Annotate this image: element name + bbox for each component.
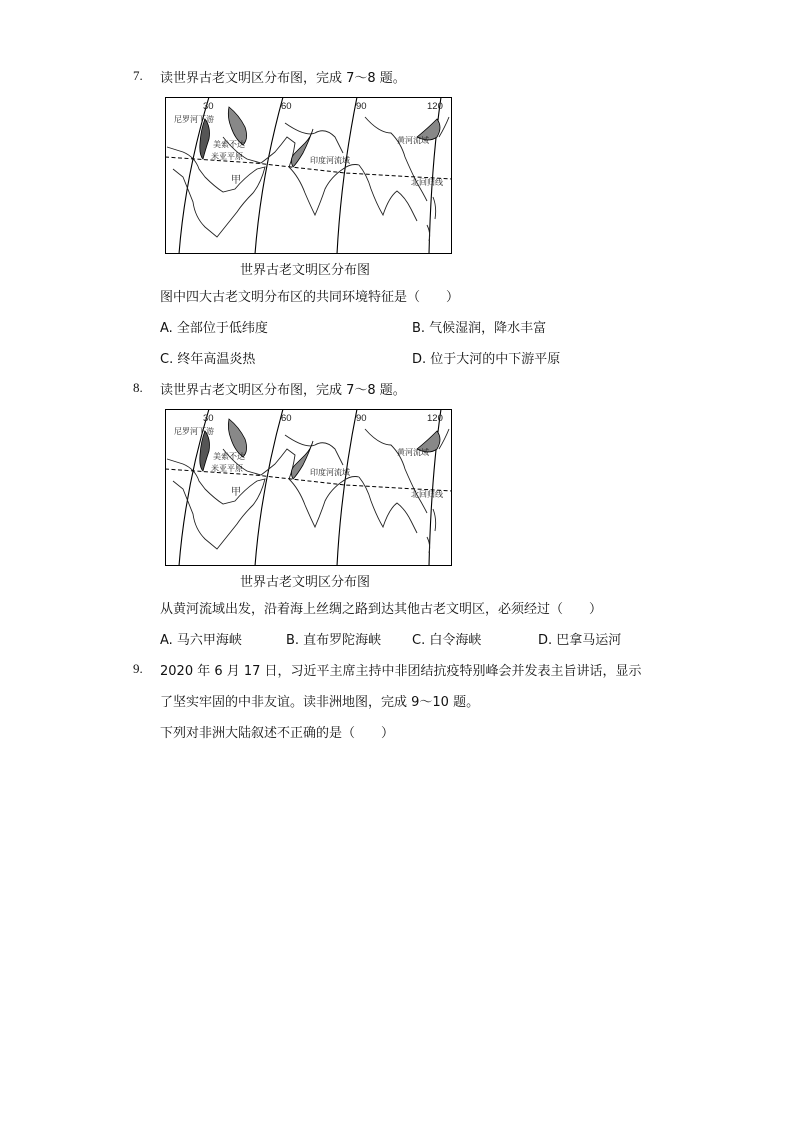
- civilization-map: [165, 97, 452, 254]
- longitude-label: 120: [427, 101, 443, 112]
- region-label-mesopotamia: 美索不达: [213, 140, 245, 149]
- longitude-label: 60: [281, 101, 292, 112]
- map-caption: 世界古老文明区分布图: [240, 575, 371, 590]
- civilization-map: [165, 409, 452, 566]
- longitude-label: 30: [203, 413, 214, 424]
- map-caption: 世界古老文明区分布图: [240, 263, 371, 278]
- question-number: 8.: [133, 380, 143, 395]
- longitude-label: 30: [203, 101, 214, 112]
- option-d[interactable]: D. 巴拿马运河: [538, 633, 622, 648]
- region-label-mesopotamia: 米亚平原: [211, 152, 243, 161]
- option-a[interactable]: A. 马六甲海峡: [160, 633, 242, 648]
- longitude-label: 90: [356, 413, 367, 424]
- region-label-nile: 尼罗河下游: [174, 427, 214, 436]
- question-number: 7.: [133, 68, 143, 83]
- region-label-yellow-river: 黄河流域: [397, 448, 429, 457]
- option-c[interactable]: C. 终年高温炎热: [160, 352, 256, 367]
- tropic-label: 北回归线: [411, 490, 443, 499]
- option-d[interactable]: D. 位于大河的中下游平原: [412, 352, 561, 367]
- tropic-label: 北回归线: [411, 178, 443, 187]
- option-b[interactable]: B. 气候湿润，降水丰富: [412, 321, 547, 336]
- region-label-indus: 印度河流域: [310, 468, 350, 477]
- question-prompt: 从黄河流域出发，沿着海上丝绸之路到达其他古老文明区，必须经过（ ）: [160, 602, 603, 617]
- region-label-yellow-river: 黄河流域: [397, 136, 429, 145]
- marker-jia: 甲: [231, 487, 241, 498]
- question-stem-line2: 了坚实牢固的中非友谊。读非洲地图，完成 9～10 题。: [160, 695, 480, 710]
- question-number: 9.: [133, 661, 143, 676]
- question-stem: 读世界古老文明区分布图，完成 7～8 题。: [160, 383, 406, 398]
- option-b[interactable]: B. 直布罗陀海峡: [286, 633, 382, 648]
- question-stem: 读世界古老文明区分布图，完成 7～8 题。: [160, 71, 406, 86]
- question-prompt: 下列对非洲大陆叙述不正确的是（ ）: [160, 726, 395, 741]
- region-label-indus: 印度河流域: [310, 156, 350, 165]
- question-prompt: 图中四大古老文明分布区的共同环境特征是（ ）: [160, 290, 460, 305]
- region-label-mesopotamia: 米亚平原: [211, 464, 243, 473]
- marker-jia: 甲: [231, 175, 241, 186]
- region-label-mesopotamia: 美索不达: [213, 452, 245, 461]
- question-stem-line1: 2020 年 6 月 17 日，习近平主席主持中非团结抗疫特别峰会并发表主旨讲话，显示: [160, 664, 642, 679]
- longitude-label: 120: [427, 413, 443, 424]
- option-c[interactable]: C. 白令海峡: [412, 633, 482, 648]
- region-label-nile: 尼罗河下游: [174, 115, 214, 124]
- longitude-label: 90: [356, 101, 367, 112]
- longitude-label: 60: [281, 413, 292, 424]
- option-a[interactable]: A. 全部位于低纬度: [160, 321, 268, 336]
